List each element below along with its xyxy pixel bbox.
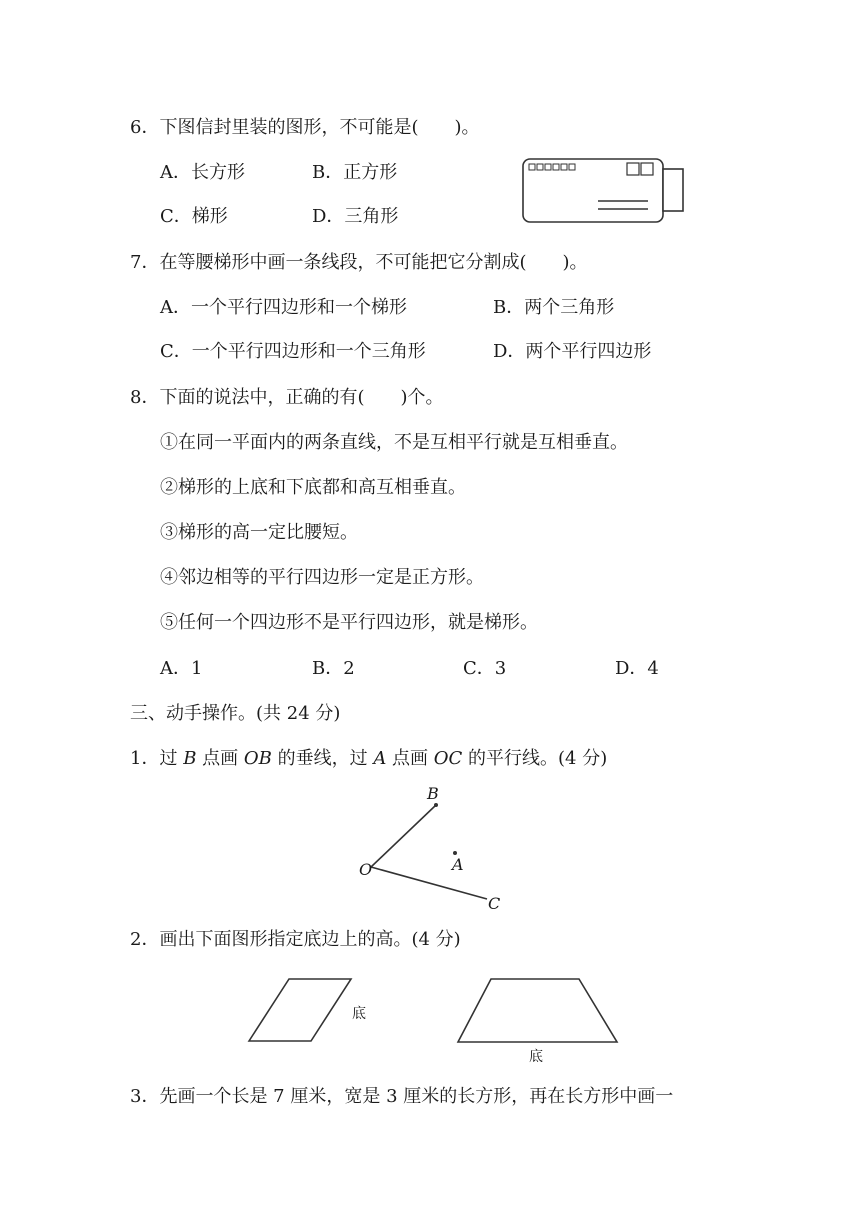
- envelope-figure: [520, 155, 690, 227]
- q7-option-c: C．一个平行四边形和一个三角形: [160, 341, 426, 362]
- section-title: 三、动手操作。(共 24 分): [130, 703, 341, 724]
- parallelogram-figure: [245, 975, 375, 1045]
- trapezoid-figure: [455, 975, 625, 1067]
- label-a: A: [452, 855, 464, 874]
- ray-ob: [371, 805, 436, 867]
- q7-option-d: D．两个平行四边形: [493, 341, 652, 362]
- label-b: B: [427, 784, 439, 803]
- q8-statement-3: ③梯形的高一定比腰短。: [160, 522, 358, 543]
- q6-option-b: B．正方形: [312, 162, 398, 183]
- q7-stem: 7．在等腰梯形中画一条线段，不可能把它分割成( )。: [130, 252, 588, 273]
- label-c: C: [488, 894, 501, 913]
- q8-option-c: C．3: [463, 658, 507, 679]
- q8-stem: 8．下面的说法中，正确的有( )个。: [130, 387, 444, 408]
- q6-option-c: C．梯形: [160, 206, 228, 227]
- label-o: O: [359, 860, 373, 879]
- q8-option-b: B．2: [312, 658, 355, 679]
- q8-statement-4: ④邻边相等的平行四边形一定是正方形。: [160, 567, 484, 588]
- q7-option-b: B．两个三角形: [493, 297, 615, 318]
- q8-statement-1: ①在同一平面内的两条直线，不是互相平行就是互相垂直。: [160, 432, 628, 453]
- ray-oc: [371, 867, 487, 899]
- p3-stem: 3．先画一个长是 7 厘米，宽是 3 厘米的长方形，再在长方形中画一: [130, 1086, 674, 1107]
- point-b: [434, 803, 438, 807]
- parallelogram-base-label: 底: [352, 1006, 366, 1022]
- q8-statement-5: ⑤任何一个四边形不是平行四边形，就是梯形。: [160, 612, 538, 633]
- q8-option-a: A．1: [160, 658, 203, 679]
- q6-stem: 6．下图信封里装的图形，不可能是( )。: [130, 117, 480, 138]
- angle-figure: [355, 785, 505, 915]
- trapezoid-base-label: 底: [529, 1049, 543, 1065]
- q8-option-d: D．4: [615, 658, 659, 679]
- q6-option-a: A．长方形: [160, 162, 245, 183]
- q8-statement-2: ②梯形的上底和下底都和高互相垂直。: [160, 477, 466, 498]
- p1-stem: 1．过 B 点画 OB 的垂线，过 A 点画 OC 的平行线。(4 分): [130, 748, 608, 769]
- p2-stem: 2．画出下面图形指定底边上的高。(4 分): [130, 929, 461, 950]
- q7-option-a: A．一个平行四边形和一个梯形: [160, 297, 407, 318]
- q6-option-d: D．三角形: [312, 206, 399, 227]
